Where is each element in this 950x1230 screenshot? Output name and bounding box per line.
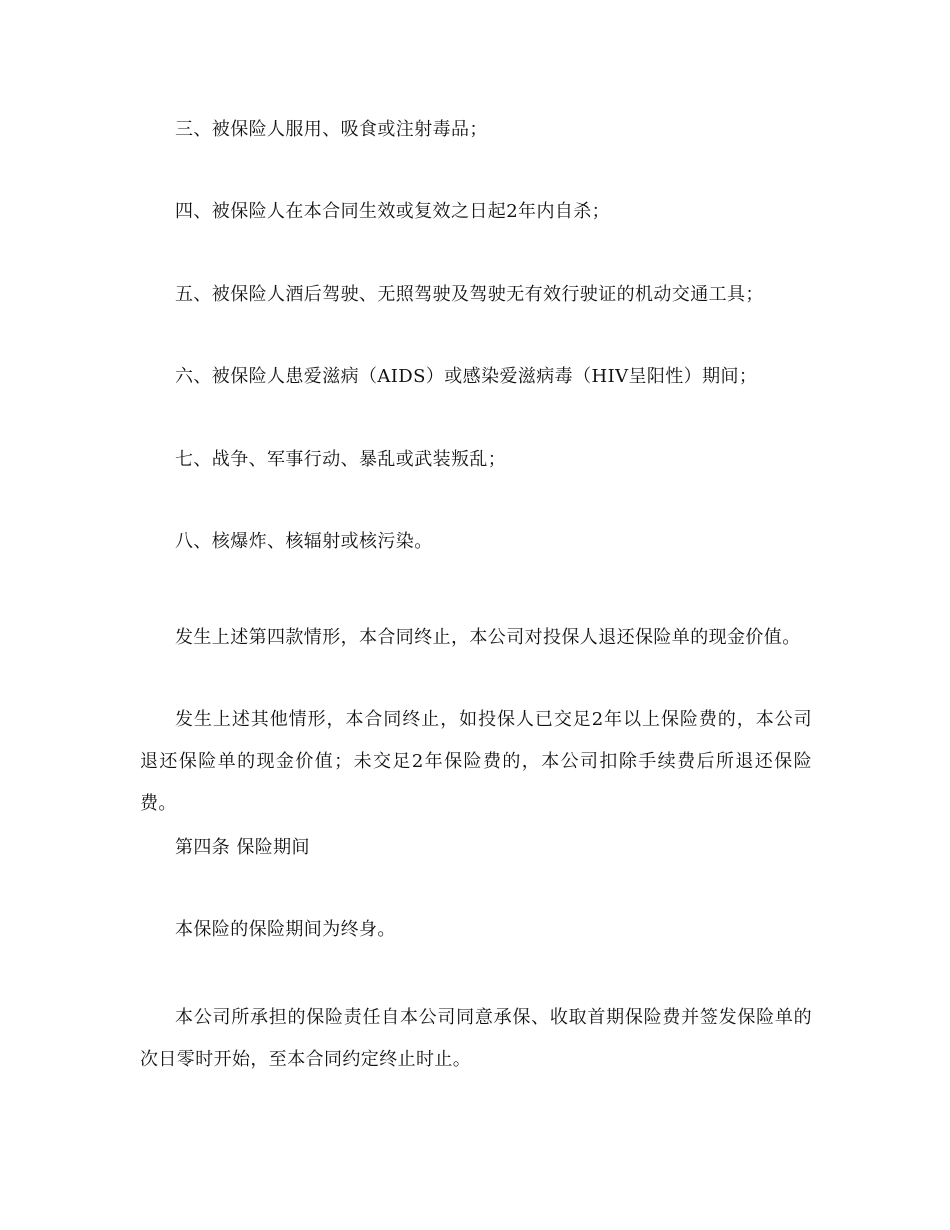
section-heading-article-4: 第四条 保险期间 bbox=[175, 837, 310, 858]
exclusion-item-3: 三、被保险人服用、吸食或注射毒品； bbox=[175, 119, 488, 140]
exclusion-item-8: 八、核爆炸、核辐射或核污染。 bbox=[175, 531, 433, 552]
paragraph-other-cases: 发生上述其他情形，本合同终止，如投保人已交足2年以上保险费的，本公司退还保险单的现金价值；未交足2年保险费的，本公司扣除手续费后所退还保险费。 bbox=[140, 709, 812, 814]
exclusion-item-7: 七、战争、军事行动、暴乱或武装叛乱； bbox=[175, 449, 507, 470]
exclusion-item-4: 四、被保险人在本合同生效或复效之日起2年内自杀； bbox=[175, 201, 611, 222]
paragraph-insurance-period: 本保险的保险期间为终身。 bbox=[175, 919, 396, 940]
exclusion-item-5: 五、被保险人酒后驾驶、无照驾驶及驾驶无有效行驶证的机动交通工具； bbox=[175, 284, 764, 305]
exclusion-item-6: 六、被保险人患爱滋病（AIDS）或感染爱滋病毒（HIV呈阳性）期间； bbox=[175, 366, 758, 387]
paragraph-case-four: 发生上述第四款情形，本合同终止，本公司对投保人退还保险单的现金价值。 bbox=[175, 627, 801, 648]
paragraph-coverage-start: 本公司所承担的保险责任自本公司同意承保、收取首期保险费并签发保险单的次日零时开始，至本合同约定终止时止。 bbox=[140, 1007, 812, 1070]
